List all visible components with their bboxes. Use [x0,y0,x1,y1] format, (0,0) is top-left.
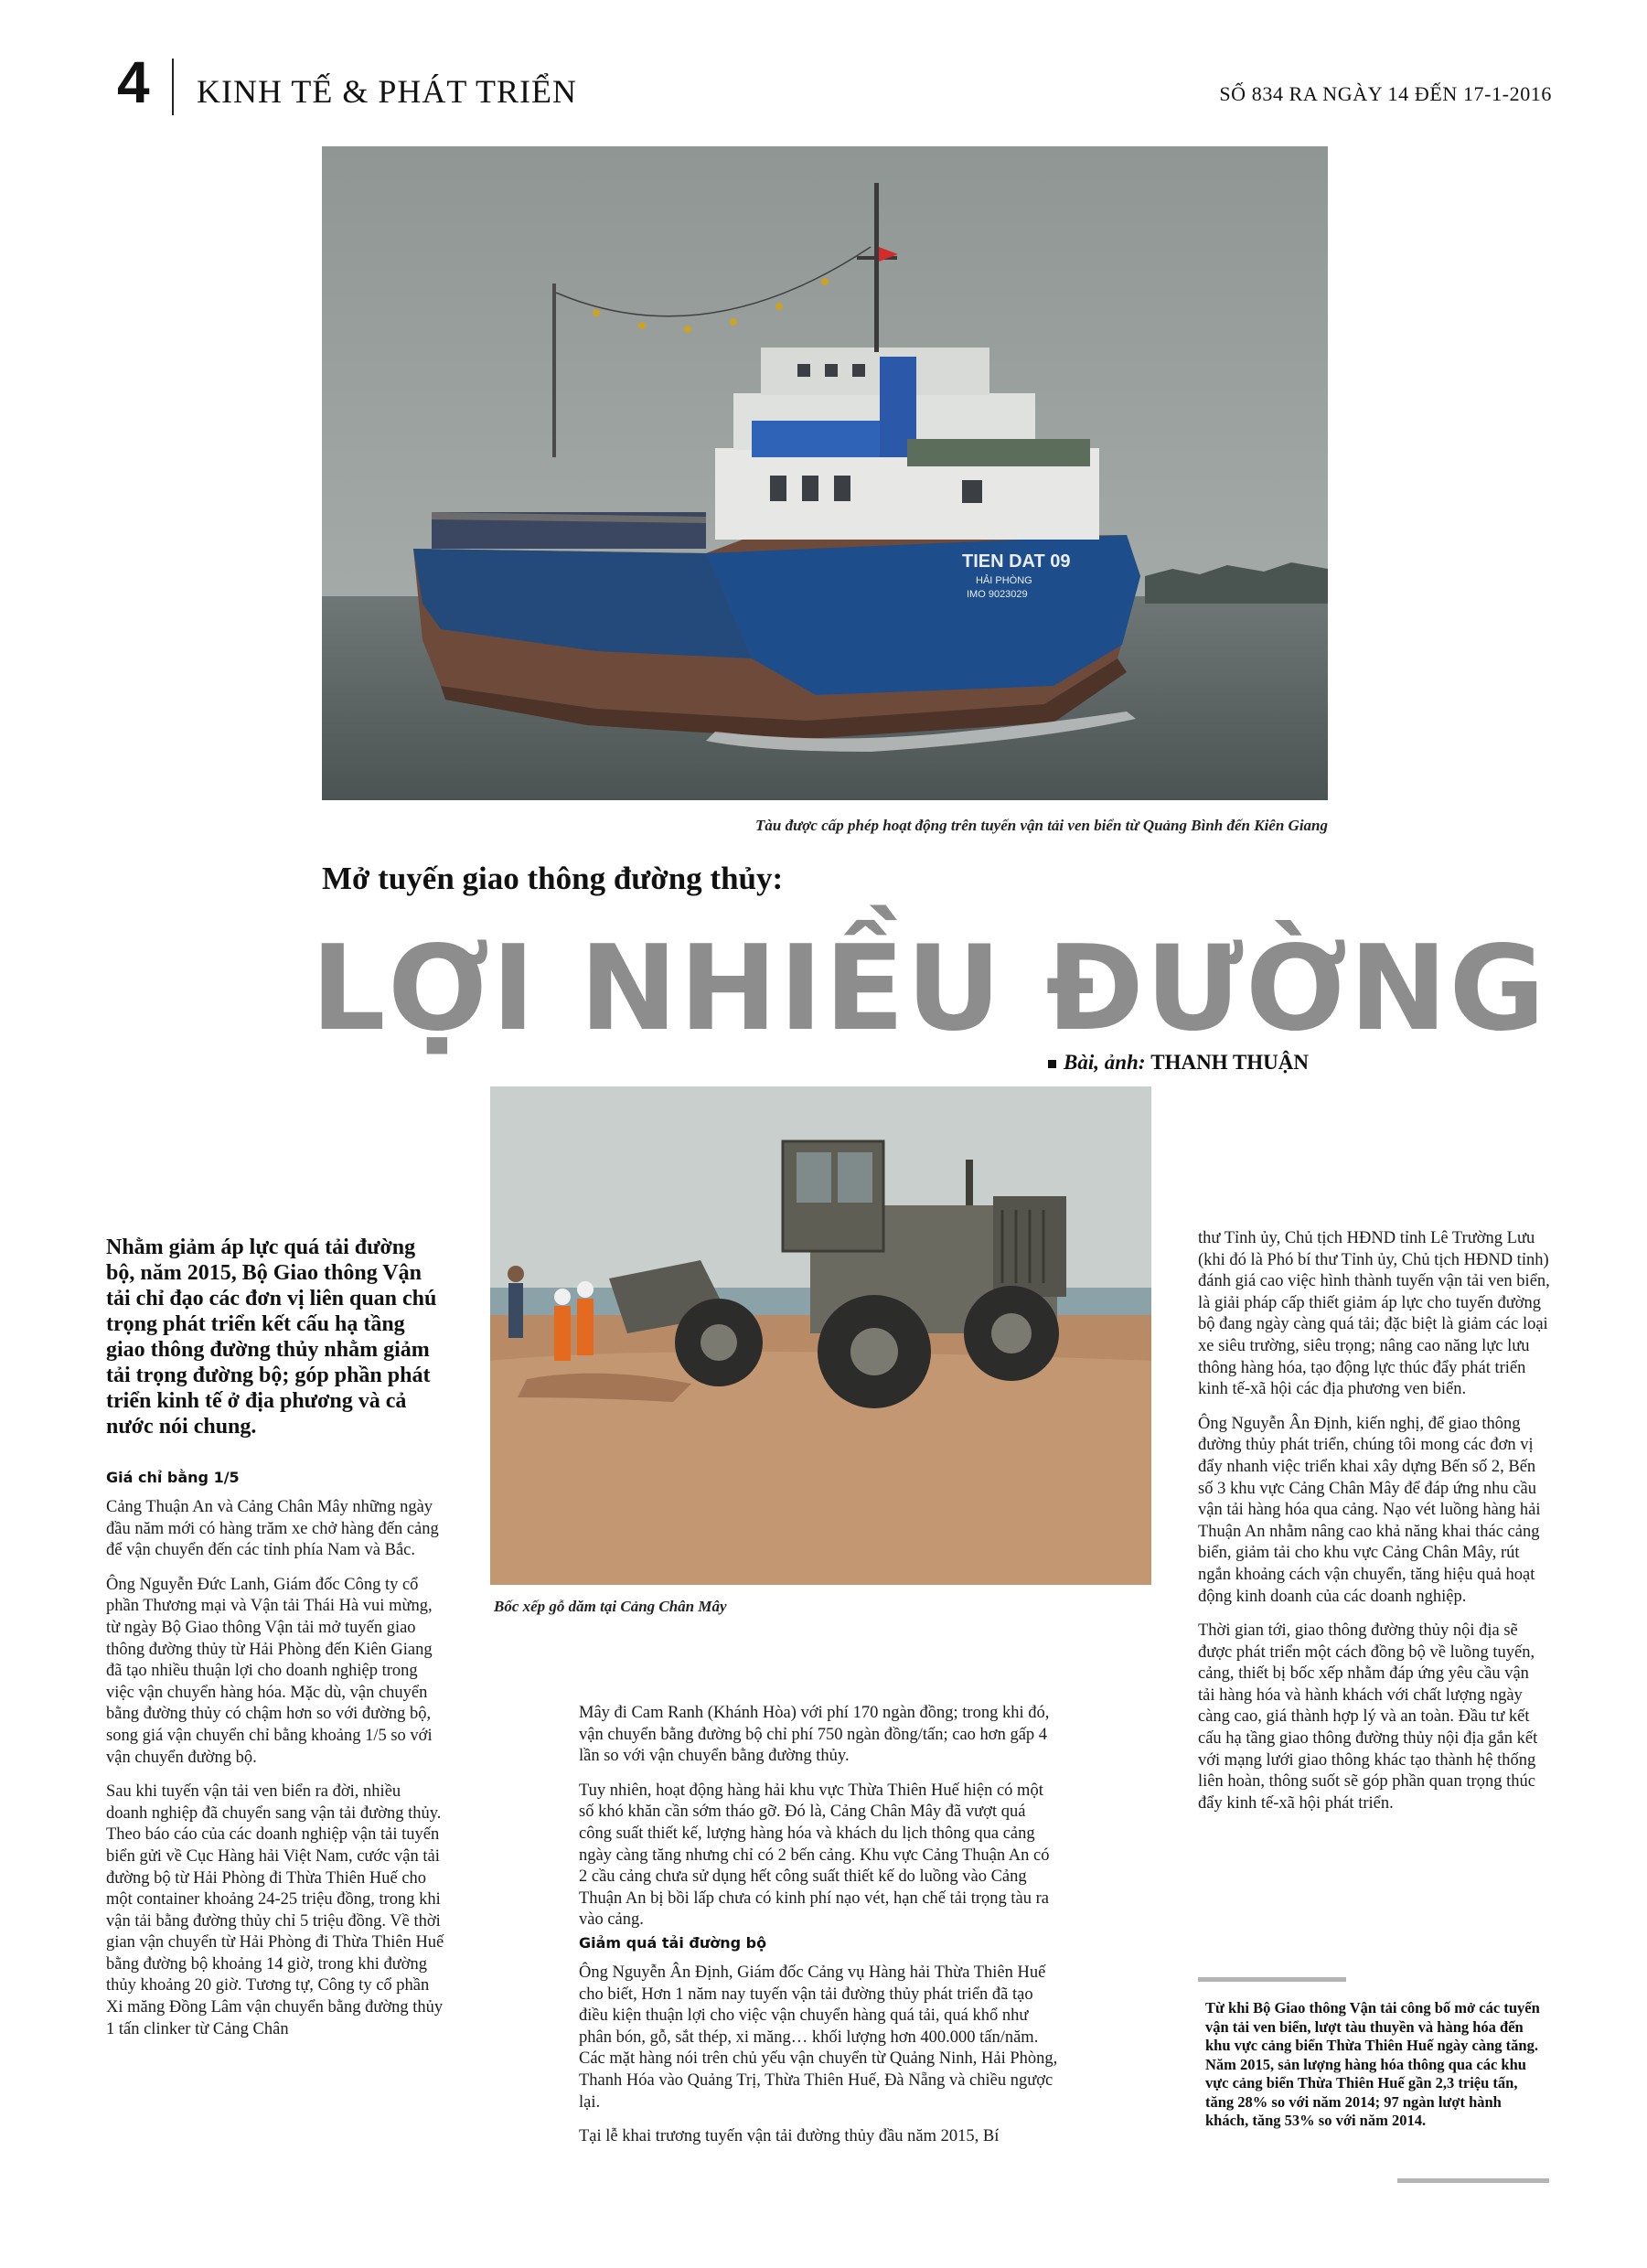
column-1 [106,1468,444,2053]
hull-port: HẢI PHÒNG [976,575,1032,586]
col2-paragraph: Ông Nguyễn Ân Định, Giám đốc Cảng vụ Hàng hải Thừa Thiên Huế cho biết, Hơn 1 năm nay tuyến vận tải đường thủy phát triển đã tạo điều kiện thuận lợi cho việc vận chuyển hàng quá tải, quá khổ như phân bón, gỗ, sắt thép, xi măng… khối lượng hơn 400.000 tấn/năm. Các mặt hàng nói trên chủ yếu vận chuyển từ Quảng Ninh, Hải Phòng, Thanh Hóa vào Quảng Trị, Thừa Thiên Huế, Đà Nẵng và chiều ngược lại. [579,1963,1058,2112]
lead-paragraph: Nhằm giảm áp lực quá tải đường bộ, năm 2015, Bộ Giao thông Vận tải chỉ đạo các đơn vị liên quan chú trọng phát triển kết cấu hạ tầng giao thông đường thủy nhằm giảm tải trọng đường bộ; góp phần phát triển kinh tế ở địa phương và cả nước nói chung. [106,1236,437,1439]
byline-author: THANH THUẬN [1150,1051,1309,1074]
col3-paragraph: Ông Nguyễn Ân Định, kiến nghị, để giao thông đường thủy phát triển, chúng tôi mong các đơn vị đẩy nhanh việc triển khai xây dựng Bến số 2, Bến số 3 khu vực Cảng Chân Mây để đáp ứng nhu cầu vận tải hàng hóa qua cảng. Nạo vét luồng hàng hải Thuận An nhằm nâng cao khả năng khai thác cảng biển, giảm tải cho khu vực Cảng Chân Mây, rút ngắn khoảng cách vận chuyển, tăng hiệu quả hoạt động kinh doanh của các doanh nghiệp. [1198,1414,1541,1606]
headline: LỢI NHIỀU ĐƯỜNG [311,921,1547,1057]
box-top-rule [1198,1977,1346,1982]
loader-caption: Bốc xếp gỗ dăm tại Cảng Chân Mây [494,1598,727,1615]
col3-paragraph: Thời gian tới, giao thông đường thủy nội địa sẽ được phát triển một cách đồng bộ về luồng tuyến, cảng, thiết bị bốc xếp nhằm đáp ứng yêu cầu vận tải hàng hóa và hành khách với chất lượng ngày càng cao, giá thành hợp lý và an toàn. Đầu tư kết cấu hạ tầng giao thông đường thủy nội địa gắn kết với mạng lưới giao thông khác tạo thành hệ thống liên hoàn, thông suốt sẽ góp phần quan trọng thúc đẩy kinh tế-xã hội phát triển. [1198,1621,1538,1813]
box-bottom-rule [1397,2178,1549,2183]
col1-paragraph: Cảng Thuận An và Cảng Chân Mây những ngày đầu năm mới có hàng trăm xe chở hàng đến cảng để vận chuyển đến các tỉnh phía Nam và Bắc. [106,1498,439,1560]
col2-paragraph: Tại lễ khai trương tuyến vận tải đường thủy đầu năm 2015, Bí [579,2127,1000,2146]
subhead-price: Giá chỉ bằng 1/5 [106,1469,240,1486]
col1-paragraph: Sau khi tuyến vận tải ven biển ra đời, nhiều doanh nghiệp đã chuyển sang vận tải đường thủy. Theo báo cáo của các doanh nghiệp vận tải tuyến biển gửi về Cục Hàng hải Việt Nam, cước vận tải đường bộ từ Hải Phòng đi Thừa Thiên Huế cho một container khoảng 24-25 triệu đồng, trong khi vận tải bằng đường thủy chỉ 5 triệu đồng. Về thời gian vận chuyển từ Hải Phòng đi Thừa Thiên Huế bằng đường bộ khoảng 14 giờ, trong khi đường thủy khoảng 20 giờ. Tương tự, Công ty cổ phần Xi măng Đồng Lâm vận chuyển bằng đường thủy 1 tấn clinker từ Cảng Chân [106,1782,444,2038]
loader-photo [490,1086,1151,1585]
byline [1048,1050,1309,1075]
kicker: Mở tuyến giao thông đường thủy: [322,861,784,896]
ship-photo [322,146,1328,800]
col2-paragraph: Tuy nhiên, hoạt động hàng hải khu vực Thừa Thiên Huế hiện có một số khó khăn cần sớm tháo gỡ. Đó là, Cảng Chân Mây đã vượt quá công suất thiết kế, lượng hàng hóa và khách du lịch thông qua cảng ngày càng tăng nhưng chỉ có 2 bến cảng. Khu vực Cảng Thuận An có 2 cầu cảng chưa sử dụng hết công suất thiết kế do luồng vào Cảng Thuận An bị bồi lấp chưa có kinh phí nạo vét, hạn chế tải trọng tàu ra vào cảng. [579,1781,1050,1930]
ship-caption: Tàu được cấp phép hoạt động trên tuyến vận tải ven biển từ Quảng Bình đến Kiên Giang [755,817,1328,834]
stats-box: Từ khi Bộ Giao thông Vận tải công bố mở các tuyến vận tải ven biển, lượt tàu thuyền và hàng hóa đến khu vực cảng biển Thừa Thiên Huế ngày càng tăng. Năm 2015, sản lượng hàng hóa thông qua các khu vực cảng biển Thừa Thiên Huế gần 2,3 triệu tấn, tăng 28% so với năm 2014; 97 ngàn lượt hành khách, tăng 53% so với năm 2014. [1205,1999,1540,2129]
column-2 [579,1703,1060,2161]
header-divider [172,59,174,115]
issue-date: SỐ 834 RA NGÀY 14 ĐẾN 17-1-2016 [1219,82,1552,105]
byline-label: Bài, ảnh: [1064,1051,1146,1074]
col3-paragraph: thư Tỉnh ủy, Chủ tịch HĐND tỉnh Lê Trường Lưu (khi đó là Phó bí thư Tỉnh ủy, Chủ tịch HĐND tỉnh) đánh giá cao việc hình thành tuyến vận tải ven biển, là giải pháp cấp thiết giảm áp lực cho tuyến đường bộ đang ngày càng quá tải; đặc biệt là giảm các loại xe siêu trường, siêu trọng; nâng cao năng lực lưu thông hàng hóa, tạo động lực thúc đẩy phát triển kinh tế-xã hội các địa phương ven biển. [1198,1229,1550,1399]
hull-name: TIEN DAT 09 [962,551,1071,572]
hull-imo: IMO 9023029 [967,589,1028,600]
page-number: 4 [117,49,150,115]
column-3 [1198,1228,1550,1827]
col1-paragraph: Ông Nguyễn Đức Lanh, Giám đốc Công ty cổ phần Thương mại và Vận tải Thái Hà vui mừng, từ ngày Bộ Giao thông Vận tải mở tuyến giao thông đường thủy từ Hải Phòng đến Kiên Giang đã tạo nhiều thuận lợi cho doanh nghiệp trong việc vận chuyển hàng hóa. Mặc dù, vận chuyển bằng đường thủy có chậm hơn so với đường bộ, song giá vận chuyển chỉ bằng khoảng 1/5 so với vận chuyển đường bộ. [106,1575,433,1767]
byline-bullet [1048,1060,1056,1068]
subhead-overload: Giảm quá tải đường bộ [579,1933,767,1952]
col2-paragraph: Mây đi Cam Ranh (Khánh Hòa) với phí 170 ngàn đồng; trong khi đó, vận chuyển bằng đường bộ chỉ phí 750 ngàn đồng/tấn; cao hơn gấp 4 lần so với vận chuyển bằng đường thủy. [579,1704,1050,1766]
section-title: KINH TẾ & PHÁT TRIỂN [197,73,577,110]
